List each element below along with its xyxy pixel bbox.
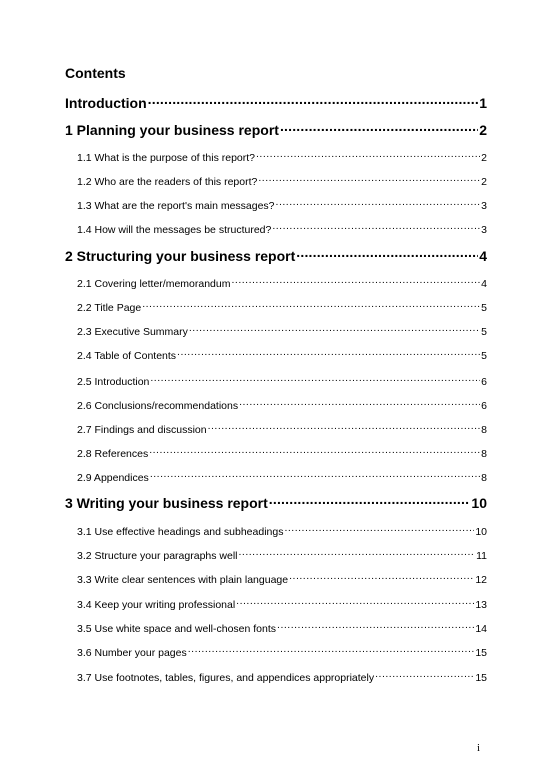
toc-dot-leader xyxy=(256,150,480,161)
toc-entry-label: 2.2 Title Page xyxy=(77,301,142,314)
toc-dot-leader xyxy=(148,94,479,108)
toc-dot-leader xyxy=(272,222,480,233)
toc-entry-label: 2.3 Executive Summary xyxy=(77,325,188,338)
toc-page-number: 8 xyxy=(481,423,487,436)
toc-entry[interactable] xyxy=(77,645,487,660)
toc-entry-label: 1.3 What are the report's main messages? xyxy=(77,199,275,212)
toc-entry-label: 3.5 Use white space and well-chosen fonts xyxy=(77,622,277,635)
toc-entry-label: 3.4 Keep your writing professional xyxy=(77,598,236,611)
toc-page-number: 4 xyxy=(481,277,487,290)
toc-page-number: 6 xyxy=(481,375,487,388)
toc-entry[interactable] xyxy=(77,222,487,237)
toc-entry[interactable] xyxy=(77,470,487,485)
toc-dot-leader xyxy=(277,621,474,632)
toc-entry[interactable] xyxy=(77,572,487,587)
toc-entry-label: 1.4 How will the messages be structured? xyxy=(77,223,272,236)
toc-page-number: 5 xyxy=(481,325,487,338)
toc-entry-label: 2.1 Covering letter/memorandum xyxy=(77,277,231,290)
toc-dot-leader xyxy=(150,374,480,385)
toc-dot-leader xyxy=(236,597,474,608)
toc-dot-leader xyxy=(269,494,471,508)
toc-dot-leader xyxy=(149,446,480,457)
toc-dot-leader xyxy=(239,398,480,409)
toc-entry-label: 3 Writing your business report xyxy=(65,495,268,511)
toc-dot-leader xyxy=(276,198,481,209)
toc-dot-leader xyxy=(296,247,478,261)
toc-page-number: 3 xyxy=(481,223,487,236)
toc-entry-label: 3.1 Use effective headings and subheadings xyxy=(77,525,284,538)
toc-entry[interactable] xyxy=(77,348,487,363)
toc-entry-label: 1 Planning your business report xyxy=(65,122,279,138)
toc-entry[interactable] xyxy=(65,494,487,512)
toc-dot-leader xyxy=(258,174,480,185)
toc-entry-label: 3.3 Write clear sentences with plain language xyxy=(77,573,289,586)
toc-entry[interactable] xyxy=(77,670,487,685)
toc-page-number: 15 xyxy=(475,671,487,684)
toc-entry-label: 2.6 Conclusions/recommendations xyxy=(77,399,239,412)
toc-page-number: 2 xyxy=(481,175,487,188)
toc-entry[interactable] xyxy=(65,247,487,265)
toc-dot-leader xyxy=(232,276,481,287)
toc-entry-label: 2.9 Appendices xyxy=(77,471,149,484)
toc-page-number: 14 xyxy=(475,622,487,635)
page-folio: i xyxy=(477,742,481,754)
toc-entry[interactable] xyxy=(77,524,487,539)
toc-dot-leader xyxy=(289,572,474,583)
toc-entry-label: Introduction xyxy=(65,95,147,111)
toc-entry[interactable] xyxy=(77,174,487,189)
toc-entry[interactable] xyxy=(77,597,487,612)
toc-entry[interactable] xyxy=(77,374,487,389)
toc-dot-leader xyxy=(375,670,474,681)
toc-dot-leader xyxy=(142,300,480,311)
toc-dot-leader xyxy=(177,348,480,359)
toc-page-number: 12 xyxy=(475,573,487,586)
toc-entry[interactable] xyxy=(65,121,487,139)
toc-entry-label: 2.4 Table of Contents xyxy=(77,349,177,362)
toc-entry[interactable] xyxy=(77,276,487,291)
toc-dot-leader xyxy=(150,470,480,481)
toc-page-number: 6 xyxy=(481,399,487,412)
toc-entry[interactable] xyxy=(77,150,487,165)
toc-dot-leader xyxy=(239,548,476,559)
toc-entry[interactable] xyxy=(65,94,487,112)
toc-dot-leader xyxy=(284,524,474,535)
toc-entry-label: 2.7 Findings and discussion xyxy=(77,423,207,436)
toc-entry[interactable] xyxy=(77,324,487,339)
toc-entry[interactable] xyxy=(77,446,487,461)
toc-entry-label: 2 Structuring your business report xyxy=(65,248,296,264)
toc-entry[interactable] xyxy=(77,422,487,437)
toc-page-number: 15 xyxy=(475,646,487,659)
toc-page-number: 10 xyxy=(471,495,487,511)
toc-entry[interactable] xyxy=(77,398,487,413)
toc-page-number: 8 xyxy=(481,471,487,484)
toc-dot-leader xyxy=(189,324,480,335)
toc-page-number: 2 xyxy=(479,122,487,138)
toc-entry-label: 3.7 Use footnotes, tables, figures, and appendices appropriately xyxy=(77,671,375,684)
toc-page-number: 5 xyxy=(481,349,487,362)
toc-dot-leader xyxy=(188,645,475,656)
toc-entry[interactable] xyxy=(77,548,487,563)
toc-entry-label: 1.1 What is the purpose of this report? xyxy=(77,151,256,164)
toc-entry[interactable] xyxy=(77,198,487,213)
contents-heading: Contents xyxy=(65,65,126,81)
toc-entry-label: 3.2 Structure your paragraphs well xyxy=(77,549,238,562)
toc-page-number: 4 xyxy=(479,248,487,264)
toc-page-number: 8 xyxy=(481,447,487,460)
toc-page-number: 1 xyxy=(479,95,487,111)
toc-dot-leader xyxy=(280,121,478,135)
toc-page-number: 2 xyxy=(481,151,487,164)
toc-page-number: 10 xyxy=(475,525,487,538)
toc-page-number: 11 xyxy=(476,549,487,562)
toc-entry[interactable] xyxy=(77,621,487,636)
toc-page-number: 13 xyxy=(475,598,487,611)
toc-dot-leader xyxy=(208,422,481,433)
toc-entry-label: 3.6 Number your pages xyxy=(77,646,187,659)
toc-entry-label: 2.5 Introduction xyxy=(77,375,150,388)
toc-page-number: 5 xyxy=(481,301,487,314)
toc-page-number: 3 xyxy=(481,199,487,212)
toc-entry-label: 2.8 References xyxy=(77,447,149,460)
toc-entry[interactable] xyxy=(77,300,487,315)
toc-entry-label: 1.2 Who are the readers of this report? xyxy=(77,175,258,188)
